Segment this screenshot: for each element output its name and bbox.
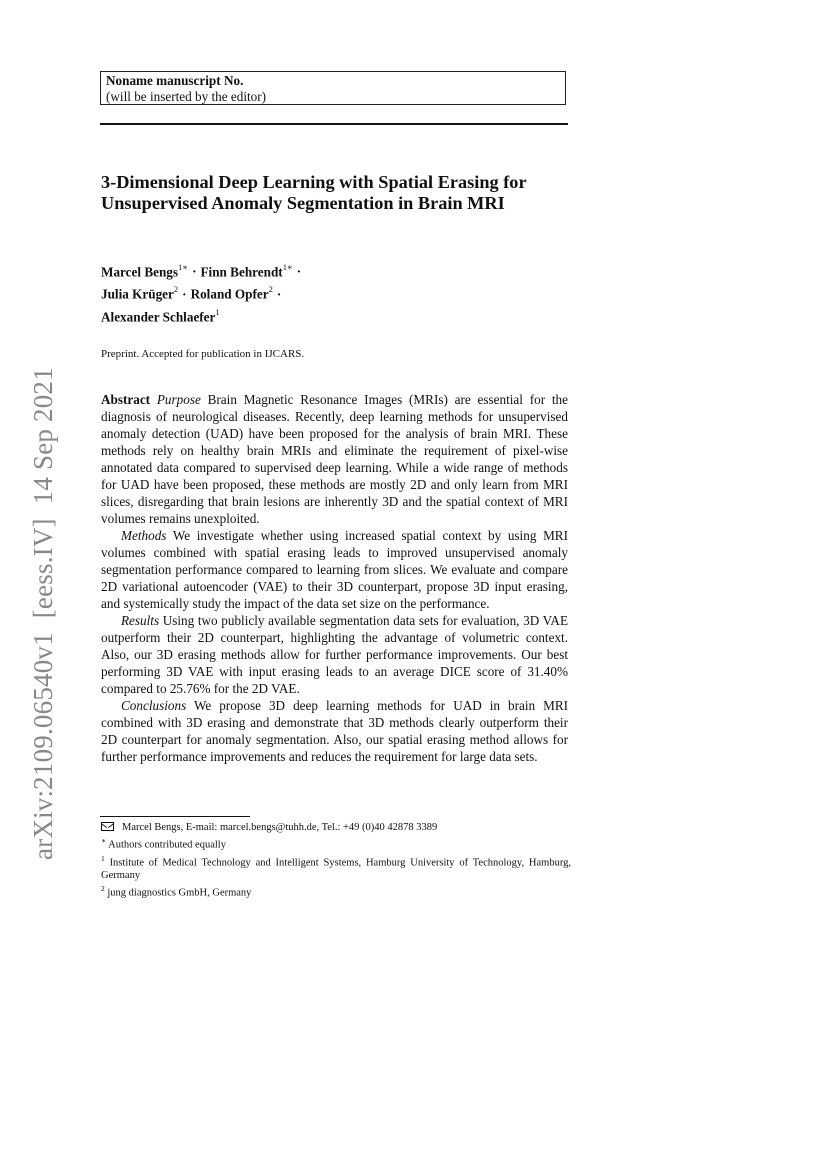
footnote-mark: 2 [101,884,105,893]
header-rule [100,123,568,125]
abstract-heading: Abstract [101,392,151,407]
abstract-results [101,612,568,697]
editor-note: (will be inserted by the editor) [106,88,267,104]
footnote-rule [100,816,250,817]
manuscript-number: Noname manuscript No. [106,73,244,88]
envelope-icon [101,822,114,831]
affiliation-1-text: Institute of Medical Technology and Intelligent Systems, Hamburg University of Technology, Hamburg, Germany [101,857,571,881]
abstract [101,391,568,765]
methods-text: We investigate whether using increased spatial context by using MRI volumes combined with spatial erasing leads to improved unsupervised anomaly segmentation performance compared to learning from slices. We evaluate and compare 2D variational autoencoder (VAE) to their 3D counterpart, propose 3D input erasing, and systemically study the impact of the data set size on the performance. [101,528,568,611]
conclusions-text: We propose 3D deep learning methods for UAD in brain MRI combined with 3D erasing and demonstrate that 3D methods clearly outperform their 2D counterpart for anomaly segmentation. Also, our spatial erasing method allows for further performance improvements and reduces the requirement for large data sets. [101,698,569,764]
methods-label: Methods [121,528,167,543]
editor-note-box [100,71,566,105]
author-separator: · [192,264,197,280]
author-name: Julia Krüger [101,286,174,302]
author-affiliation-mark: 2 [268,284,273,295]
affiliation-2-footnote [101,882,571,900]
equal-contribution-footnote [101,834,571,852]
footnote-mark: 1 [101,853,105,863]
author-name: Finn Behrendt [200,264,283,280]
contact-footnote [101,821,571,834]
abstract-conclusions [101,697,568,765]
results-text: Using two publicly available segmentation data sets for evaluation, 3D VAE outperform their 2D counterpart, highlighting the advantage of volumetric context. Also, our 3D erasing methods allow for further performance improvements. Our best performing 3D VAE with input erasing leads to an average DICE score of 31.40% compared to 25.76% for the 2D VAE. [101,613,568,696]
author-name: Roland Opfer [190,286,269,302]
results-label: Results [121,613,160,628]
author-separator: · [182,286,187,302]
contact-text: Marcel Bengs, E-mail: marcel.bengs@tuhh.de, Tel.: +49 (0)40 42878 3389 [122,822,438,833]
arxiv-stamp: arXiv:2109.06540v1 [eess.IV] 14 Sep 2021 [28,367,58,860]
author-name: Alexander Schlaefer [101,309,216,325]
author-list [101,259,571,326]
author-separator: · [276,286,282,302]
paper-title: 3-Dimensional Deep Learning with Spatial Erasing for Unsupervised Anomaly Segmentation in Brain MRI [101,172,527,213]
equal-contribution-text: Authors contributed equally [108,839,226,851]
footnotes [101,821,571,900]
author-affiliation-mark: 1∗ [178,262,189,272]
purpose-label: Purpose [156,392,201,407]
preprint-note: Preprint. Accepted for publication in IJCARS. [101,348,305,360]
purpose-text: Brain Magnetic Resonance Images (MRIs) are essential for the diagnosis of neurological diseases. Recently, deep learning methods for unsupervised anomaly detection (UAD) have been proposed for the analysis of brain MRI. These methods rely on healthy brain MRIs and eliminate the requirement of pixel-wise annotated data compared to supervised deep learning. While a wide range of methods for UAD have been proposed, these methods are mostly 2D and only learn from MRI slices, disregarding that brain lesions are inherently 3D and the spatial context of MRI volumes remains unexploited. [101,392,568,526]
author-affiliation-mark: 1∗ [282,262,293,272]
author-affiliation-mark: 2 [173,284,179,295]
footnote-mark: ∗ [101,836,107,845]
conclusions-label: Conclusions [121,698,187,713]
author-name: Marcel Bengs [101,264,179,280]
affiliation-2-text: jung diagnostics GmbH, Germany [107,887,252,899]
author-separator: · [296,264,302,280]
author-affiliation-mark: 1 [215,306,220,317]
abstract-purpose [101,391,568,527]
affiliation-1-footnote [101,852,571,883]
abstract-methods [101,527,568,612]
